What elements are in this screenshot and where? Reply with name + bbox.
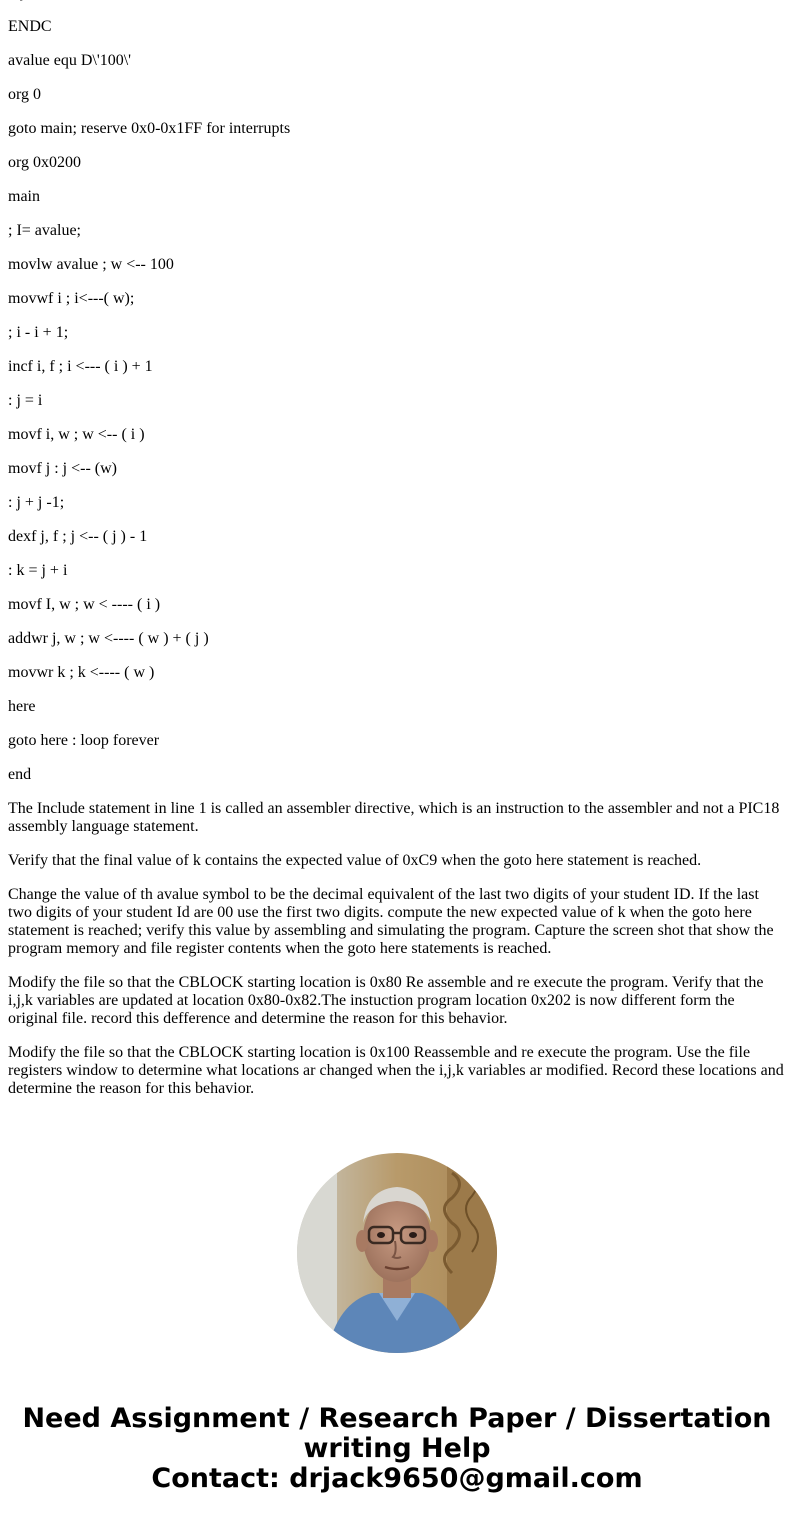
code-line: goto main; reserve 0x0-0x1FF for interrupts xyxy=(8,120,291,137)
code-line: incf i, f ; i <--- ( i ) + 1 xyxy=(8,358,153,375)
assembly-code-listing xyxy=(8,0,786,784)
code-line: ENDC xyxy=(8,18,52,35)
paragraph: Modify the file so that the CBLOCK starting location is 0x100 Reassemble and re execute the program. Use the file registers window to determine what locations ar changed when the i,j,k variables ar modified. Record these locations and determine the reason for this behavior. xyxy=(8,1044,784,1097)
code-line: : k = j + i xyxy=(8,562,68,579)
promo-line-2: writing Help xyxy=(303,1433,491,1464)
code-line xyxy=(8,0,786,2)
code-line: movf I, w ; w < ---- ( i ) xyxy=(8,596,161,613)
code-line: ; i - i + 1; xyxy=(8,324,69,341)
code-line: goto here : loop forever xyxy=(8,732,160,749)
paragraph: Verify that the final value of k contains the expected value of 0xC9 when the goto here statement is reached. xyxy=(8,852,702,869)
code-line: : j = i xyxy=(8,392,43,409)
code-line: dexf j, f ; j <-- ( j ) - 1 xyxy=(8,528,148,545)
paragraph: The Include statement in line 1 is called an assembler directive, which is an instruction to the assembler and not a PIC18 assembly language statement. xyxy=(8,800,780,835)
author-portrait-image xyxy=(297,1153,497,1353)
promo-banner xyxy=(0,1404,794,1494)
document-body xyxy=(8,0,786,1114)
code-line: ; I= avalue; xyxy=(8,222,81,239)
paragraph: Modify the file so that the CBLOCK starting location is 0x80 Re assemble and re execute the program. Verify that the i,j,k variables are updated at location 0x80-0x82.The instuction program location 0x202 is now different form the original file. record this defference and determine the reason for this behavior. xyxy=(8,974,764,1027)
code-line: here xyxy=(8,698,36,715)
code-line: end xyxy=(8,766,32,783)
code-line: avalue equ D\'100\' xyxy=(8,52,132,69)
promo-contact: Contact: drjack9650@gmail.com xyxy=(151,1463,643,1494)
author-avatar xyxy=(297,1153,497,1353)
code-line: movwf i ; i<---( w); xyxy=(8,290,135,307)
code-line: addwr j, w ; w <---- ( w ) + ( j ) xyxy=(8,630,209,647)
code-line: org 0 xyxy=(8,86,42,103)
code-line: org 0x0200 xyxy=(8,154,82,171)
code-line: movwr k ; k <---- ( w ) xyxy=(8,664,155,681)
instruction-paragraphs xyxy=(8,800,786,1098)
code-line: main xyxy=(8,188,40,205)
promo-line-1: Need Assignment / Research Paper / Dissertation xyxy=(22,1403,772,1434)
code-line: movlw avalue ; w <-- 100 xyxy=(8,256,174,273)
code-line: movf j : j <-- (w) xyxy=(8,460,117,477)
code-line: : j + j -1; xyxy=(8,494,65,511)
paragraph: Change the value of th avalue symbol to be the decimal equivalent of the last two digits of your student ID. If the last two digits of your student Id are 00 use the first two digits. compute the new expected value of k when the goto here statement is reached; verify this value by assembling and simulating the program. Capture the screen shot that show the program memory and file register contents when the goto here statements is reached. xyxy=(8,886,774,957)
code-line: movf i, w ; w <-- ( i ) xyxy=(8,426,145,443)
